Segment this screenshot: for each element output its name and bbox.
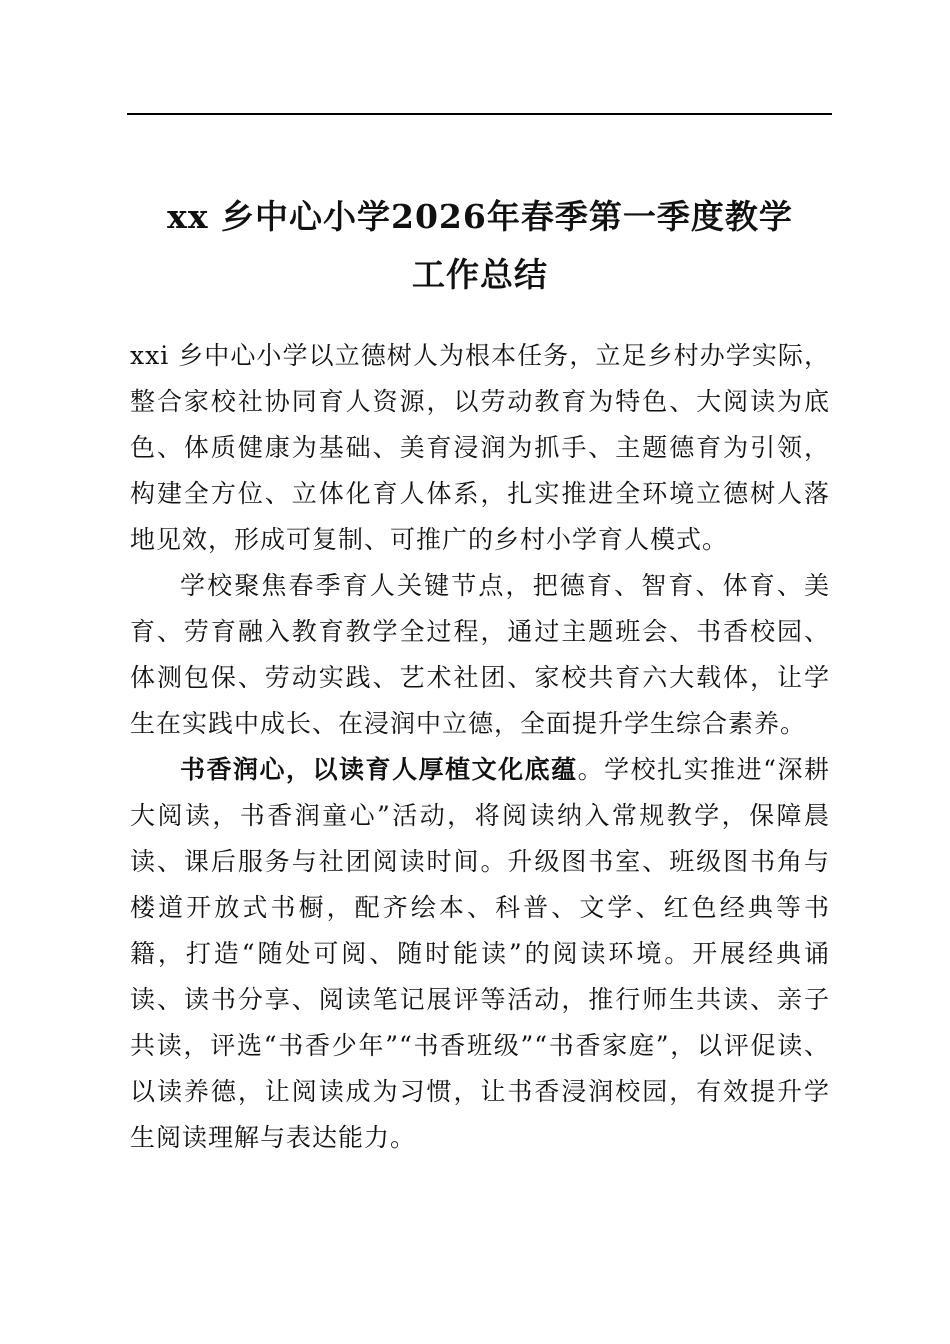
paragraph-reading bbox=[130, 747, 830, 1161]
paragraph-intro-text: xxi 乡中心小学以立德树人为根本任务，立足乡村办学实际，整合家校社协同育人资源，以劳动教育为特色、大阅读为底色、体质健康为基础、美育浸润为抓手、主题德育为引领，构建全方位、立体化育人体系，扎实推进全环境立德树人落地见效，形成可复制、可推广的乡村小学育人模式。 bbox=[130, 341, 830, 554]
paragraph-reading-lead: 书香润心，以读育人厚植文化底蕴 bbox=[180, 755, 578, 784]
header-rule bbox=[127, 113, 832, 115]
paragraph-reading-text: 。学校扎实推进“深耕大阅读，书香润童心”活动，将阅读纳入常规教学，保障晨读、课后服务与社团阅读时间。升级图书室、班级图书角与楼道开放式书橱，配齐绘本、科普、文学、红色经典等书籍，打造“随处可阅、随时能读”的阅读环境。开展经典诵读、读书分享、阅读笔记展评等活动，推行师生共读、亲子共读，评选“书香少年”“书香班级”“书香家庭”，以评促读、以读养德，让阅读成为习惯，让书香浸润校园，有效提升学生阅读理解与表达能力。 bbox=[130, 755, 830, 1152]
paragraph-intro bbox=[130, 333, 830, 563]
document-body bbox=[130, 333, 830, 1161]
paragraph-focus-text: 学校聚焦春季育人关键节点，把德育、智育、体育、美育、劳育融入教育教学全过程，通过主题班会、书香校园、体测包保、劳动实践、艺术社团、家校共育六大载体，让学生在实践中成长、在浸润中立德，全面提升学生综合素养。 bbox=[130, 571, 830, 738]
document-title bbox=[110, 188, 850, 304]
title-line-1: xx 乡中心小学2026年春季第一季度教学 bbox=[167, 197, 793, 236]
paragraph-focus bbox=[130, 563, 830, 747]
title-line-2: 工作总结 bbox=[412, 255, 548, 294]
